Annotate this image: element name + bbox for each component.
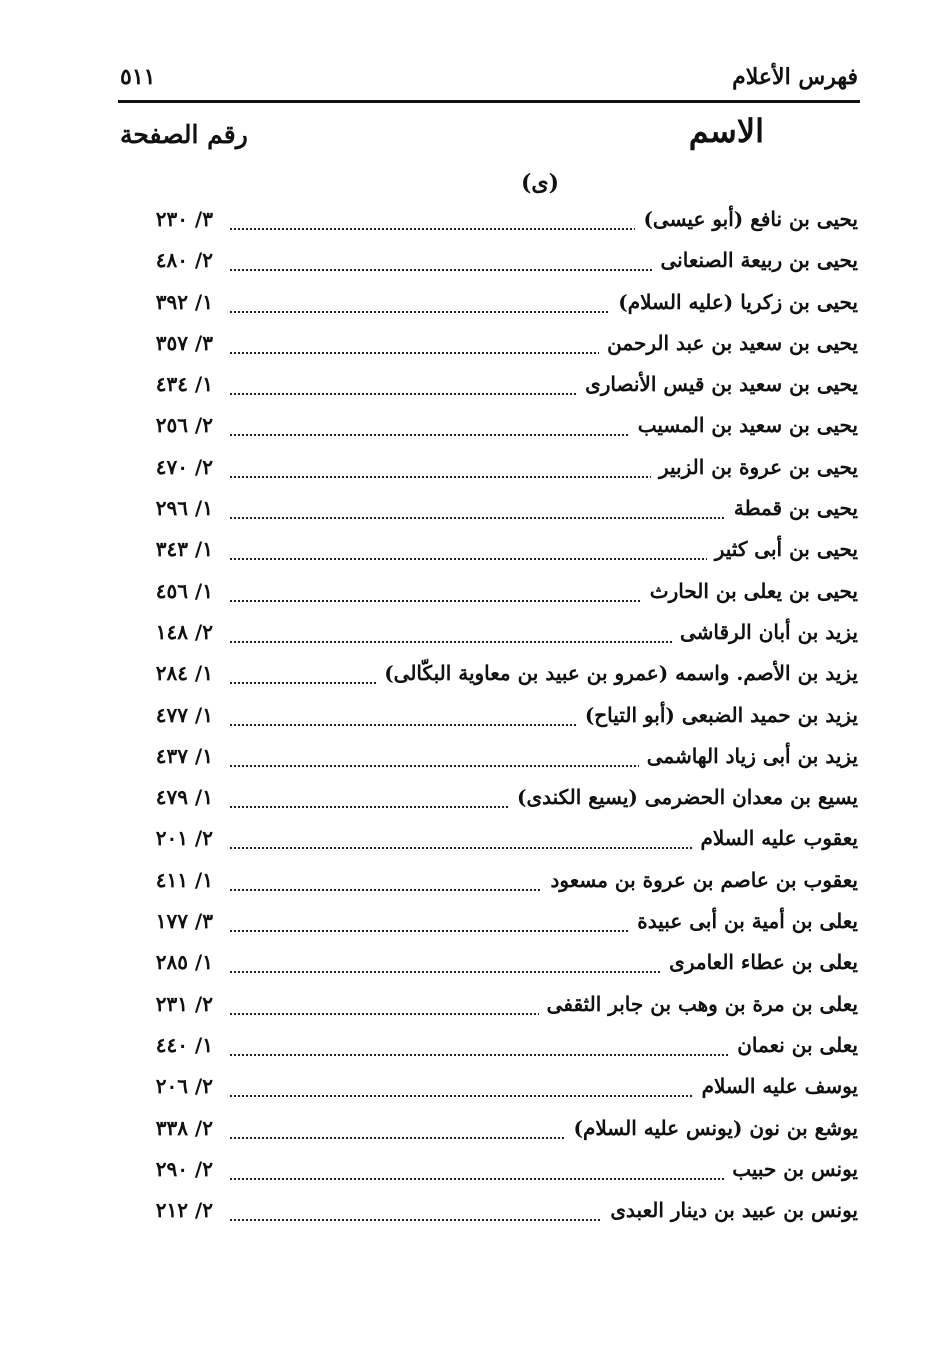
index-entry	[118, 490, 860, 531]
index-entry	[118, 862, 860, 903]
entry-page-ref: ٢/ ٤٨٠	[155, 248, 213, 273]
index-entry	[118, 1027, 860, 1068]
entry-name: يوسف عليه السلام	[694, 1074, 858, 1098]
entry-page-ref: ١/ ٤٥٦	[155, 578, 213, 603]
entry-page-ref: ٢/ ٢٠٦	[155, 1074, 213, 1099]
entry-page-ref: ١/ ٤٤٠	[155, 1032, 213, 1057]
index-entry	[118, 573, 860, 614]
index-entry	[118, 1068, 860, 1109]
running-header	[118, 60, 860, 103]
index-entry	[118, 655, 860, 696]
entry-page-ref: ٣/ ١٧٧	[155, 909, 213, 934]
entry-name: يعلى بن مرة بن وهب بن جابر الثقفى	[539, 992, 858, 1016]
index-entry	[118, 242, 860, 283]
entry-name: يحيى بن سعيد بن قيس الأنصارى	[577, 372, 858, 396]
index-entry	[118, 1192, 860, 1233]
entry-name: يعلى بن أمية بن أبى عبيدة	[629, 909, 858, 933]
index-entry	[118, 944, 860, 985]
entry-name: يزيد بن أبان الرقاشى	[672, 620, 858, 644]
entry-page-ref: ٣/ ٢٣٠	[155, 207, 213, 231]
entry-name: يوشع بن نون (يونس عليه السلام)	[565, 1116, 858, 1140]
index-entry	[118, 779, 860, 820]
index-entry	[118, 284, 860, 325]
section-letter: (ى)	[520, 170, 560, 196]
entry-page-ref: ٢/ ١٤٨	[155, 619, 213, 644]
entry-name: يونس بن حبيب	[724, 1157, 858, 1181]
entry-name: يحيى بن نافع (أبو عيسى)	[635, 207, 858, 231]
entry-page-ref: ٢/ ٢٣١	[155, 991, 213, 1016]
entry-page-ref: ٢/ ٣٣٨	[155, 1115, 213, 1140]
entry-name: يعلى بن عطاء العامرى	[661, 950, 858, 974]
entry-name: يحيى بن عروة بن الزبير	[651, 455, 858, 479]
entry-name: يحيى بن زكريا (عليه السلام)	[610, 290, 858, 314]
index-entry	[118, 820, 860, 861]
entry-name: يحيى بن قمطة	[726, 496, 858, 520]
entry-name: يسيع بن معدان الحضرمى (يسيع الكندى)	[509, 785, 858, 809]
entry-name: يزيد بن حميد الضبعى (أبو التياح)	[577, 703, 858, 727]
index-entry	[118, 1151, 860, 1192]
index-entry	[118, 531, 860, 572]
entry-name: يحيى بن أبى كثير	[707, 537, 858, 561]
entry-page-ref: ١/ ٤٧٩	[155, 785, 213, 810]
entry-name: يزيد بن الأصم. واسمه (عمرو بن عبيد بن معاوية البكّالى)	[376, 661, 858, 685]
entry-name: يحيى بن يعلى بن الحارث	[642, 579, 858, 603]
entry-name: يعلى بن نعمان	[729, 1033, 858, 1057]
entry-name: يعقوب عليه السلام	[692, 826, 858, 850]
entry-page-ref: ٢/ ٢٩٠	[155, 1156, 213, 1181]
entry-name: يحيى بن سعيد بن المسيب	[630, 413, 858, 437]
entry-page-ref: ١/ ٤٣٧	[155, 743, 213, 768]
entry-name: يحيى بن سعيد بن عبد الرحمن	[599, 331, 858, 355]
index-entry	[118, 407, 860, 448]
index-entry	[118, 325, 860, 366]
index-entry	[118, 201, 860, 242]
index-entries	[118, 201, 860, 1233]
entry-page-ref: ١/ ٢٩٦	[155, 496, 213, 521]
entry-name: يعقوب بن عاصم بن عروة بن مسعود	[542, 868, 858, 892]
entry-page-ref: ١/ ٤٧٧	[155, 702, 213, 727]
entry-page-ref: ٣/ ٣٥٧	[155, 330, 213, 355]
index-entry	[118, 366, 860, 407]
entry-page-ref: ١/ ٤٣٤	[155, 372, 213, 397]
index-entry	[118, 449, 860, 490]
entry-page-ref: ١/ ٣٩٢	[155, 289, 213, 314]
entry-page-ref: ٢/ ٢٥٦	[155, 413, 213, 438]
column-headings	[118, 110, 860, 160]
entry-page-ref: ١/ ٢٨٤	[155, 661, 213, 686]
name-column-heading: الاسم	[688, 112, 764, 150]
page-column-heading: رقم الصفحة	[120, 120, 248, 149]
index-entry	[118, 1110, 860, 1151]
entry-page-ref: ١/ ٤١١	[155, 867, 213, 892]
index-entry	[118, 986, 860, 1027]
entry-name: يزيد بن أبى زياد الهاشمى	[639, 744, 858, 768]
index-entry	[118, 903, 860, 944]
index-entry	[118, 697, 860, 738]
entry-name: يونس بن عبيد بن دينار العبدى	[602, 1198, 858, 1222]
index-entry	[118, 738, 860, 779]
entry-page-ref: ١/ ٣٤٣	[155, 537, 213, 562]
page-number: ٥١١	[120, 64, 156, 90]
entry-page-ref: ٢/ ٢٠١	[155, 826, 213, 851]
entry-name: يحيى بن ربيعة الصنعانى	[653, 248, 859, 272]
entry-page-ref: ٢/ ٢١٢	[155, 1198, 213, 1223]
index-entry	[118, 614, 860, 655]
running-title: فهرس الأعلام	[732, 64, 858, 90]
entry-page-ref: ٢/ ٤٧٠	[155, 454, 213, 479]
entry-page-ref: ١/ ٢٨٥	[155, 950, 213, 975]
